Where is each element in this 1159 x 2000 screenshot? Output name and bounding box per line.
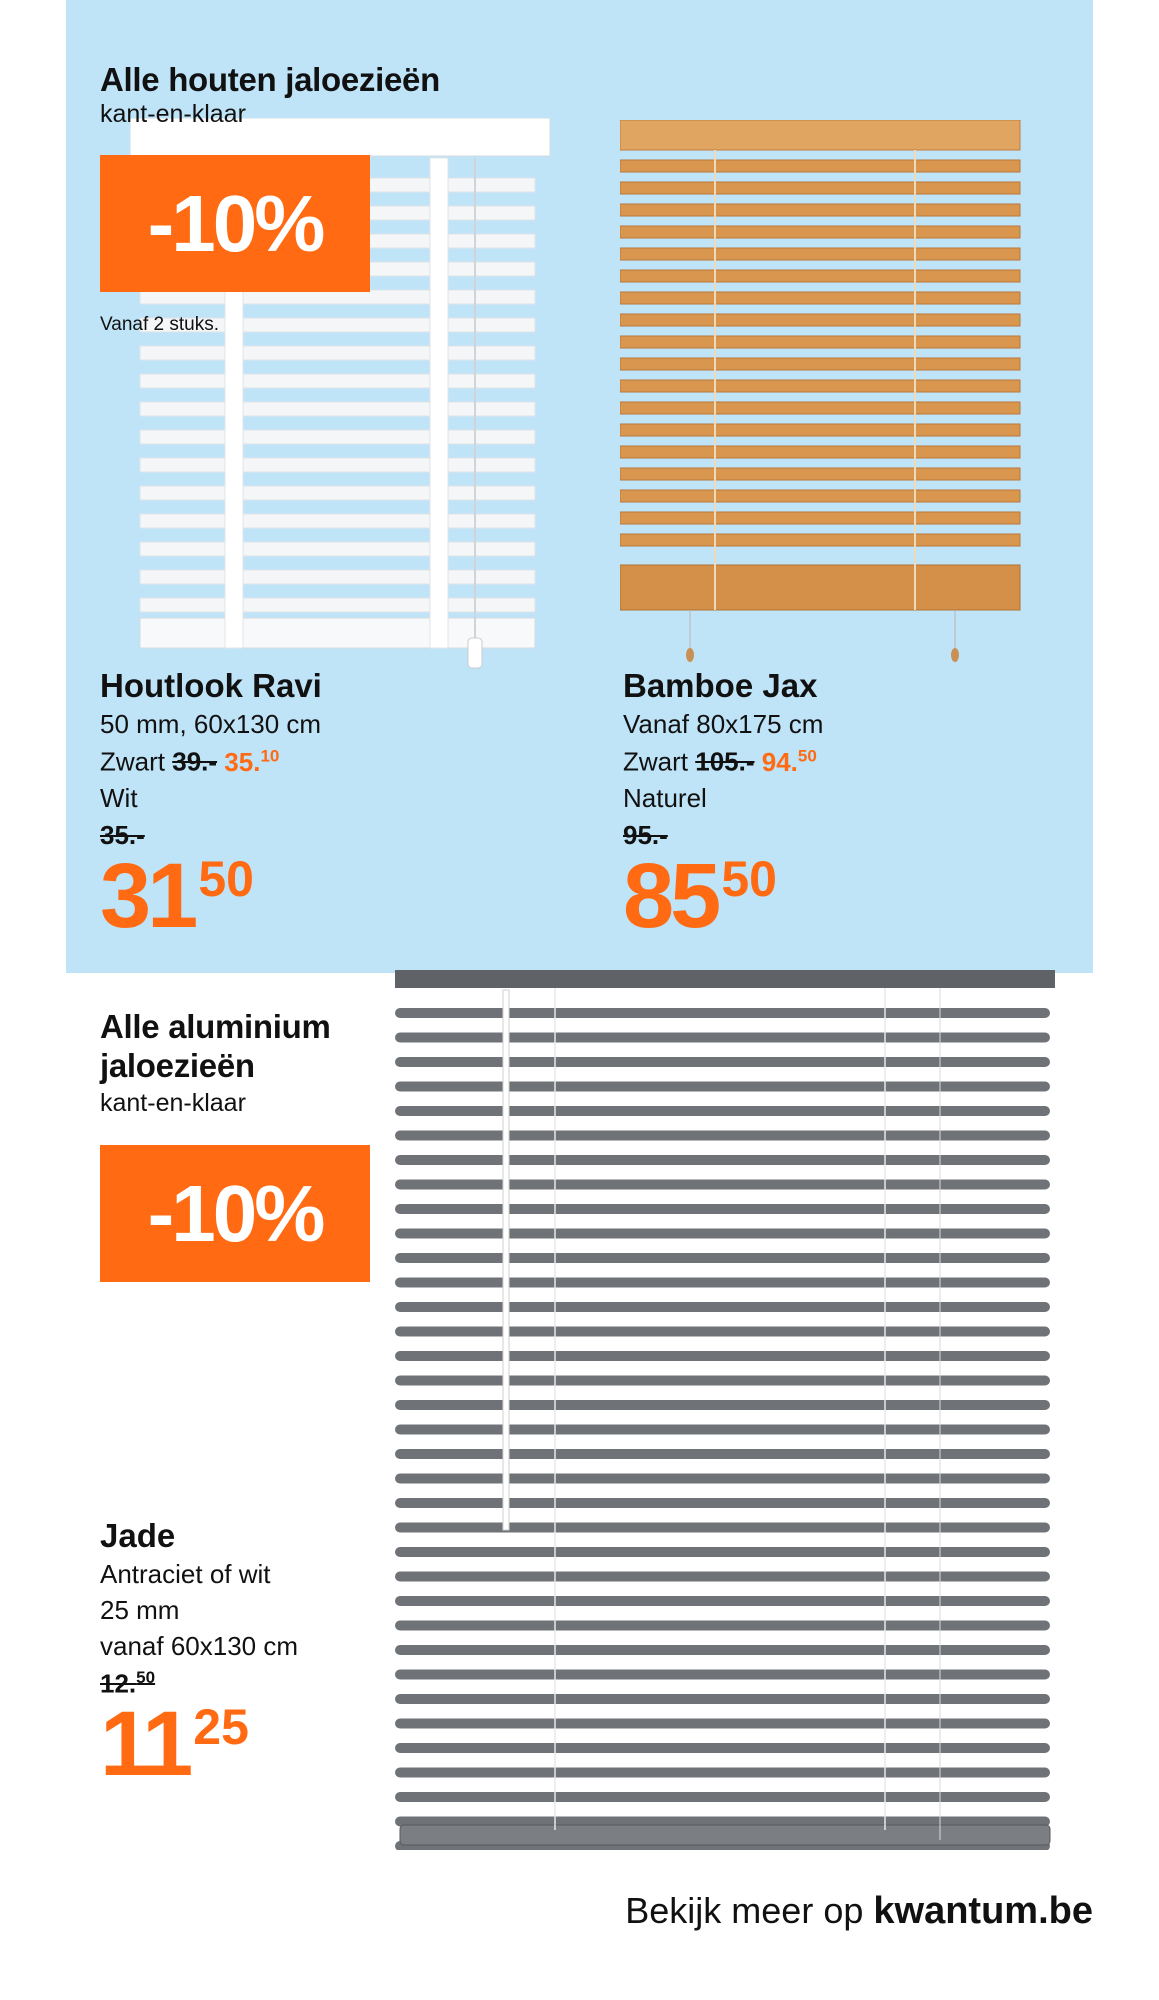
blind-slat xyxy=(395,1498,1050,1508)
wood-section-title: Alle houten jaloezieën xyxy=(100,61,440,98)
blind-slat xyxy=(620,424,1020,436)
blind-bottomrail xyxy=(620,565,1020,610)
blind-slat xyxy=(395,1400,1050,1410)
jade-old-price-int: 12. xyxy=(100,1668,137,1699)
blind-slat xyxy=(395,1719,1050,1729)
jax-color1-line xyxy=(623,746,817,778)
blind-slat xyxy=(395,1204,1050,1214)
blind-slat xyxy=(395,1596,1050,1606)
aluminium-blind-image xyxy=(385,970,1065,1850)
blind-slat xyxy=(395,1547,1050,1557)
blind-slat xyxy=(620,468,1020,480)
blind-slat xyxy=(620,204,1020,216)
ravi-price xyxy=(100,845,254,947)
blind-slat xyxy=(395,1743,1050,1753)
blind-slat xyxy=(620,446,1020,458)
footer-link[interactable] xyxy=(625,1890,1093,1933)
blind-slat xyxy=(395,1057,1050,1067)
cord-pull xyxy=(468,638,482,668)
blind-slat xyxy=(620,490,1020,502)
blind-slat xyxy=(620,402,1020,414)
wood-discount-badge: -10% xyxy=(100,155,370,292)
ravi-color1-new-cents: 10 xyxy=(260,746,280,765)
blind-slat xyxy=(395,1425,1050,1435)
jax-color1-new-int: 94. xyxy=(761,746,798,777)
jade-price-cents: 25 xyxy=(193,1699,249,1755)
blind-headrail xyxy=(620,120,1020,150)
bamboo-blind-image xyxy=(620,120,1040,680)
ravi-color1-name: Zwart xyxy=(100,746,165,777)
blind-slat xyxy=(395,1033,1050,1043)
blind-slat xyxy=(395,1106,1050,1116)
jax-price xyxy=(623,845,777,947)
alu-section-title-line2: jaloezieën xyxy=(100,1047,255,1084)
blind-slat xyxy=(620,160,1020,172)
ravi-price-int: 31 xyxy=(100,845,195,947)
blind-slat xyxy=(395,1253,1050,1263)
blind-slat xyxy=(395,1131,1050,1141)
blind-slat xyxy=(395,1645,1050,1655)
wood-section-subtitle: kant-en-klaar xyxy=(100,100,246,128)
ravi-color1-line xyxy=(100,746,279,778)
blind-slat xyxy=(395,1229,1050,1239)
jade-spec-width: 25 mm xyxy=(100,1595,180,1625)
blind-slat xyxy=(395,1474,1050,1484)
ravi-product-name: Houtlook Ravi xyxy=(100,667,322,704)
jax-price-cents: 50 xyxy=(721,851,777,907)
jade-old-price-cents: 50 xyxy=(136,1668,156,1687)
blind-slat xyxy=(395,1572,1050,1582)
ravi-spec: 50 mm, 60x130 cm xyxy=(100,709,322,739)
jade-spec-color: Antraciet of wit xyxy=(100,1559,271,1589)
jax-color1-old-price: 105.- xyxy=(695,746,755,777)
blind-slat xyxy=(395,1792,1050,1802)
blind-slat xyxy=(395,1449,1050,1459)
ravi-color2-name: Wit xyxy=(100,783,138,813)
alu-section-subtitle: kant-en-klaar xyxy=(100,1089,246,1117)
blind-slat xyxy=(620,512,1020,524)
jax-spec: Vanaf 80x175 cm xyxy=(623,709,824,739)
blind-slat xyxy=(395,1670,1050,1680)
jax-color1-new-price xyxy=(762,747,817,777)
blind-slat xyxy=(395,1768,1050,1778)
blind-slat xyxy=(620,226,1020,238)
jax-color2-name: Naturel xyxy=(623,783,707,813)
blind-slat xyxy=(395,1180,1050,1190)
blind-slat xyxy=(395,1523,1050,1533)
blind-slat xyxy=(395,1376,1050,1386)
ravi-color1-old-price: 39.- xyxy=(172,746,218,777)
blind-bottomrail xyxy=(400,1825,1050,1845)
blind-headrail xyxy=(395,970,1055,988)
jade-product-name: Jade xyxy=(100,1517,176,1554)
blind-slat xyxy=(620,292,1020,304)
ravi-color1-new-price xyxy=(224,747,279,777)
blind-slat xyxy=(395,1082,1050,1092)
alu-discount-badge: -10% xyxy=(100,1145,370,1282)
ladder-tape xyxy=(430,158,448,648)
blind-slat xyxy=(395,1351,1050,1361)
blind-slat xyxy=(620,358,1020,370)
blind-slat xyxy=(620,182,1020,194)
cord-pull xyxy=(951,648,959,662)
cord-pull xyxy=(686,648,694,662)
footer-text: Bekijk meer op xyxy=(625,1890,864,1931)
jax-color2-old-price: 95.- xyxy=(623,820,668,850)
jax-color1-name: Zwart xyxy=(623,746,688,777)
blind-slat xyxy=(620,534,1020,546)
blind-slat xyxy=(620,314,1020,326)
ravi-color1-new-int: 35. xyxy=(224,746,261,777)
blind-slat xyxy=(620,336,1020,348)
blind-slat xyxy=(395,1302,1050,1312)
blind-slat xyxy=(395,1155,1050,1165)
ravi-price-cents: 50 xyxy=(198,851,254,907)
blind-slat xyxy=(395,1621,1050,1631)
alu-section-title-line1: Alle aluminium xyxy=(100,1008,331,1045)
blind-slat xyxy=(620,380,1020,392)
blind-slat xyxy=(395,1278,1050,1288)
jade-spec-size: vanaf 60x130 cm xyxy=(100,1631,299,1661)
jax-color1-new-cents: 50 xyxy=(797,746,817,765)
tilt-wand xyxy=(503,990,509,1530)
footer-site: kwantum.be xyxy=(873,1890,1093,1932)
jax-price-int: 85 xyxy=(623,845,718,947)
jade-price-int: 11 xyxy=(100,1693,190,1795)
blind-slat xyxy=(395,1694,1050,1704)
blind-slat xyxy=(395,1327,1050,1337)
blind-slat xyxy=(620,270,1020,282)
jade-price xyxy=(100,1693,249,1795)
ravi-color2-old-price: 35.- xyxy=(100,820,145,850)
blind-slat xyxy=(395,1008,1050,1018)
wood-discount-note: Vanaf 2 stuks. xyxy=(100,314,219,335)
jax-product-name: Bamboe Jax xyxy=(623,667,818,704)
blind-slat xyxy=(620,248,1020,260)
